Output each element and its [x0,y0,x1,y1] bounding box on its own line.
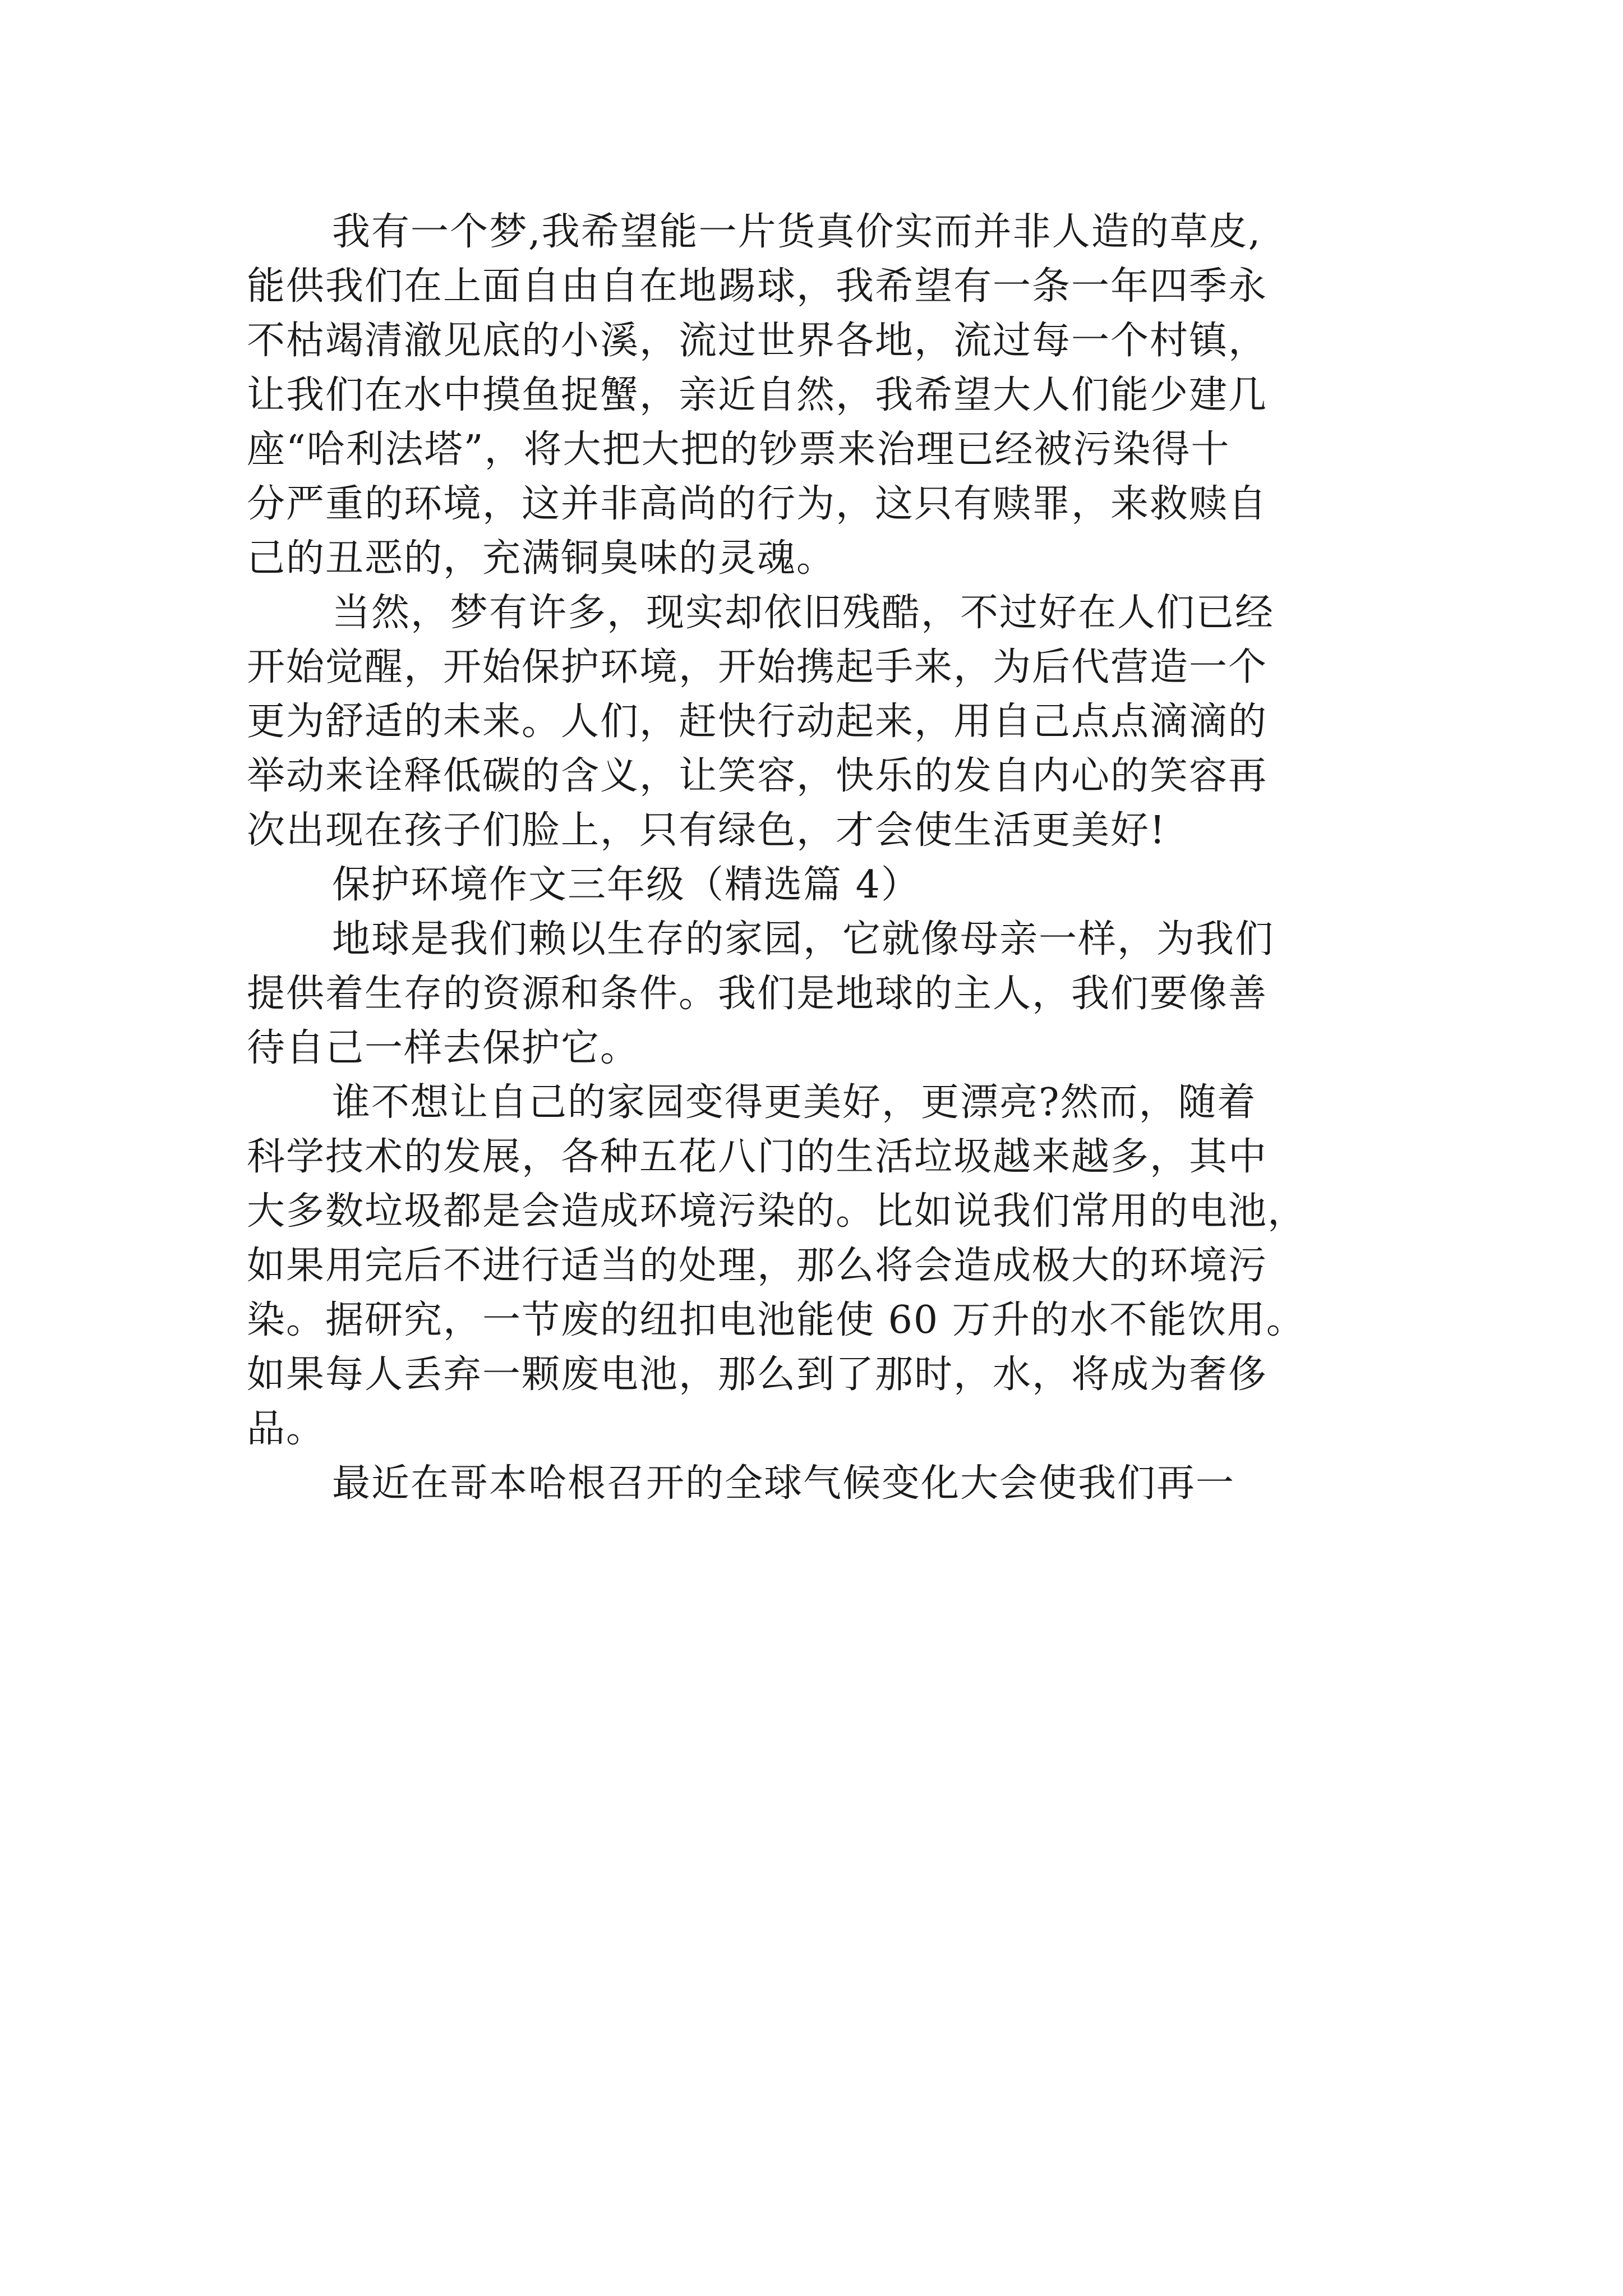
paragraph-line: 染。据研究，一节废的纽扣电池能使 60 万升的水不能饮用。 [247,1298,1306,1342]
paragraph-line: 举动来诠释低碳的含义，让笑容，快乐的发自内心的笑容再 [247,754,1268,798]
paragraph-line: 如果用完后不进行适当的处理，那么将会造成极大的环境污 [247,1244,1268,1288]
paragraph-line: 品。 [247,1407,326,1451]
paragraph-line: 分严重的环境，这并非高尚的行为，这只有赎罪，来救赎自 [247,482,1268,526]
document-body [247,205,1430,1511]
paragraph-line: 己的丑恶的，充满铜臭味的灵魂。 [247,536,836,581]
paragraph-line: 地球是我们赖以生存的家园，它就像母亲一样，为我们 [332,917,1275,961]
paragraph-line: 能供我们在上面自由自在地踢球，我希望有一条一年四季永 [247,264,1268,309]
paragraph-line: 我有一个梦,我希望能一片货真价实而并非人造的草皮, [332,210,1262,254]
paragraph-line: 提供着生存的资源和条件。我们是地球的主人，我们要像善 [247,972,1268,1016]
paragraph-line: 不枯竭清澈见底的小溪，流过世界各地，流过每一个村镇， [247,319,1268,363]
paragraph-line: 谁不想让自己的家园变得更美好，更漂亮?然而，随着 [332,1080,1257,1125]
paragraph-line: 更为舒适的未来。人们，赶快行动起来，用自己点点滴滴的 [247,700,1268,744]
paragraph-line: 座“哈利法塔”，将大把大把的钞票来治理已经被污染得十 [247,427,1230,472]
paragraph-line: 让我们在水中摸鱼捉蟹，亲近自然，我希望大人们能少建几 [247,373,1268,417]
paragraph-line: 大多数垃圾都是会造成环境污染的。比如说我们常用的电池， [247,1189,1307,1234]
paragraph-line: 如果每人丢弃一颗废电池，那么到了那时，水，将成为奢侈 [247,1352,1268,1397]
paragraph-line: 科学技术的发展，各种五花八门的生活垃圾越来越多，其中 [247,1135,1268,1179]
paragraph-line: 待自己一样去保护它。 [247,1026,640,1070]
section-heading: 保护环境作文三年级（精选篇 4） [332,863,920,907]
paragraph-line: 开始觉醒，开始保护环境，开始携起手来，为后代营造一个 [247,645,1268,689]
paragraph-line: 最近在哥本哈根召开的全球气候变化大会使我们再一 [332,1461,1235,1506]
paragraph-line: 次出现在孩子们脸上，只有绿色，才会使生活更美好! [247,808,1166,853]
paragraph-line: 当然，梦有许多，现实却依旧残酷，不过好在人们已经 [332,591,1275,635]
